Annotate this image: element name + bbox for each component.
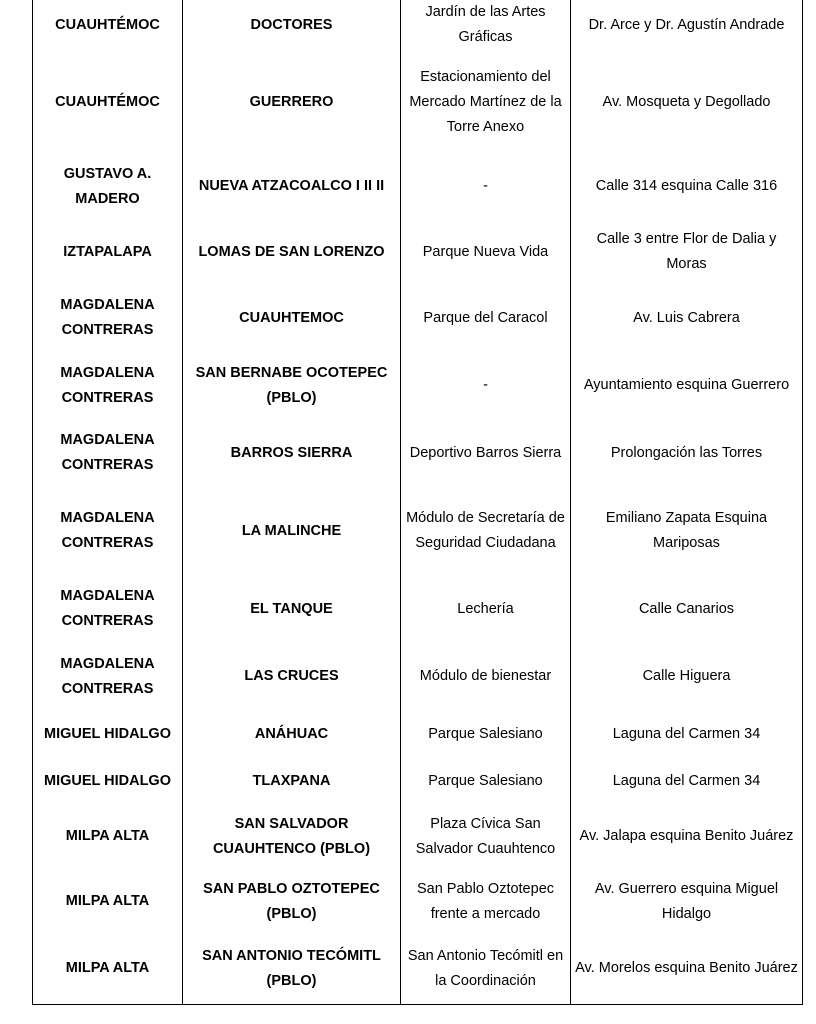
colonia-cell: TLAXPANA: [183, 758, 401, 804]
colonia-cell: SAN ANTONIO TECÓMITL (PBLO): [183, 934, 401, 1004]
lugar-cell: Parque Salesiano: [401, 758, 571, 804]
table-row: [33, 711, 803, 758]
direccion-cell: Av. Luis Cabrera: [571, 285, 803, 351]
table-row: [33, 758, 803, 804]
lugar-cell: Parque Salesiano: [401, 711, 571, 758]
alcaldia-cell: MILPA ALTA: [33, 869, 183, 934]
direccion-cell: Laguna del Carmen 34: [571, 758, 803, 804]
lugar-cell: San Pablo Oztotepec frente a mercado: [401, 869, 571, 934]
table-row: [33, 219, 803, 285]
colonia-cell: SAN PABLO OZTOTEPEC (PBLO): [183, 869, 401, 934]
direccion-cell: Prolongación las Torres: [571, 420, 803, 486]
alcaldia-cell: MAGDALENA CONTRERAS: [33, 351, 183, 420]
direccion-cell: Av. Jalapa esquina Benito Juárez: [571, 804, 803, 869]
direccion-cell: Calle Higuera: [571, 642, 803, 711]
alcaldia-cell: CUAUHTÉMOC: [33, 50, 183, 154]
colonia-cell: SAN BERNABE OCOTEPEC (PBLO): [183, 351, 401, 420]
direccion-cell: Ayuntamiento esquina Guerrero: [571, 351, 803, 420]
table-row: [33, 285, 803, 351]
colonia-cell: LOMAS DE SAN LORENZO: [183, 219, 401, 285]
colonia-cell: DOCTORES: [183, 0, 401, 50]
alcaldia-cell: MAGDALENA CONTRERAS: [33, 486, 183, 576]
lugar-cell: San Antonio Tecómitl en la Coordinación: [401, 934, 571, 1004]
table-row: [33, 50, 803, 154]
direccion-cell: Calle Canarios: [571, 576, 803, 642]
alcaldia-cell: MILPA ALTA: [33, 804, 183, 869]
alcaldia-cell: MAGDALENA CONTRERAS: [33, 576, 183, 642]
colonia-cell: CUAUHTEMOC: [183, 285, 401, 351]
direccion-cell: Emiliano Zapata Esquina Mariposas: [571, 486, 803, 576]
direccion-cell: Laguna del Carmen 34: [571, 711, 803, 758]
alcaldia-cell: MAGDALENA CONTRERAS: [33, 420, 183, 486]
table-row: [33, 420, 803, 486]
colonia-cell: EL TANQUE: [183, 576, 401, 642]
alcaldia-cell: MILPA ALTA: [33, 934, 183, 1004]
colonia-cell: SAN SALVADOR CUAUHTENCO (PBLO): [183, 804, 401, 869]
locations-table: [32, 0, 803, 1005]
alcaldia-cell: CUAUHTÉMOC: [33, 0, 183, 50]
alcaldia-cell: MIGUEL HIDALGO: [33, 711, 183, 758]
direccion-cell: Dr. Arce y Dr. Agustín Andrade: [571, 0, 803, 50]
table-row: [33, 0, 803, 50]
colonia-cell: LA MALINCHE: [183, 486, 401, 576]
table-row: [33, 934, 803, 1004]
alcaldia-cell: IZTAPALAPA: [33, 219, 183, 285]
table-row: [33, 642, 803, 711]
lugar-cell: Lechería: [401, 576, 571, 642]
table-row: [33, 576, 803, 642]
alcaldia-cell: MAGDALENA CONTRERAS: [33, 642, 183, 711]
colonia-cell: LAS CRUCES: [183, 642, 401, 711]
lugar-cell: -: [401, 154, 571, 219]
table-row: [33, 804, 803, 869]
direccion-cell: Av. Mosqueta y Degollado: [571, 50, 803, 154]
direccion-cell: Av. Morelos esquina Benito Juárez: [571, 934, 803, 1004]
direccion-cell: Calle 314 esquina Calle 316: [571, 154, 803, 219]
direccion-cell: Calle 3 entre Flor de Dalia y Moras: [571, 219, 803, 285]
lugar-cell: Parque del Caracol: [401, 285, 571, 351]
colonia-cell: ANÁHUAC: [183, 711, 401, 758]
colonia-cell: BARROS SIERRA: [183, 420, 401, 486]
lugar-cell: Estacionamiento del Mercado Martínez de la Torre Anexo: [401, 50, 571, 154]
lugar-cell: Parque Nueva Vida: [401, 219, 571, 285]
table-row: [33, 351, 803, 420]
colonia-cell: GUERRERO: [183, 50, 401, 154]
document-page: [32, 0, 802, 1005]
lugar-cell: Jardín de las Artes Gráficas: [401, 0, 571, 50]
colonia-cell: NUEVA ATZACOALCO I II II: [183, 154, 401, 219]
alcaldia-cell: MAGDALENA CONTRERAS: [33, 285, 183, 351]
alcaldia-cell: MIGUEL HIDALGO: [33, 758, 183, 804]
table-row: [33, 154, 803, 219]
lugar-cell: Deportivo Barros Sierra: [401, 420, 571, 486]
table-row: [33, 869, 803, 934]
table-row: [33, 486, 803, 576]
lugar-cell: -: [401, 351, 571, 420]
lugar-cell: Módulo de Secretaría de Seguridad Ciudadana: [401, 486, 571, 576]
direccion-cell: Av. Guerrero esquina Miguel Hidalgo: [571, 869, 803, 934]
alcaldia-cell: GUSTAVO A. MADERO: [33, 154, 183, 219]
lugar-cell: Plaza Cívica San Salvador Cuauhtenco: [401, 804, 571, 869]
lugar-cell: Módulo de bienestar: [401, 642, 571, 711]
